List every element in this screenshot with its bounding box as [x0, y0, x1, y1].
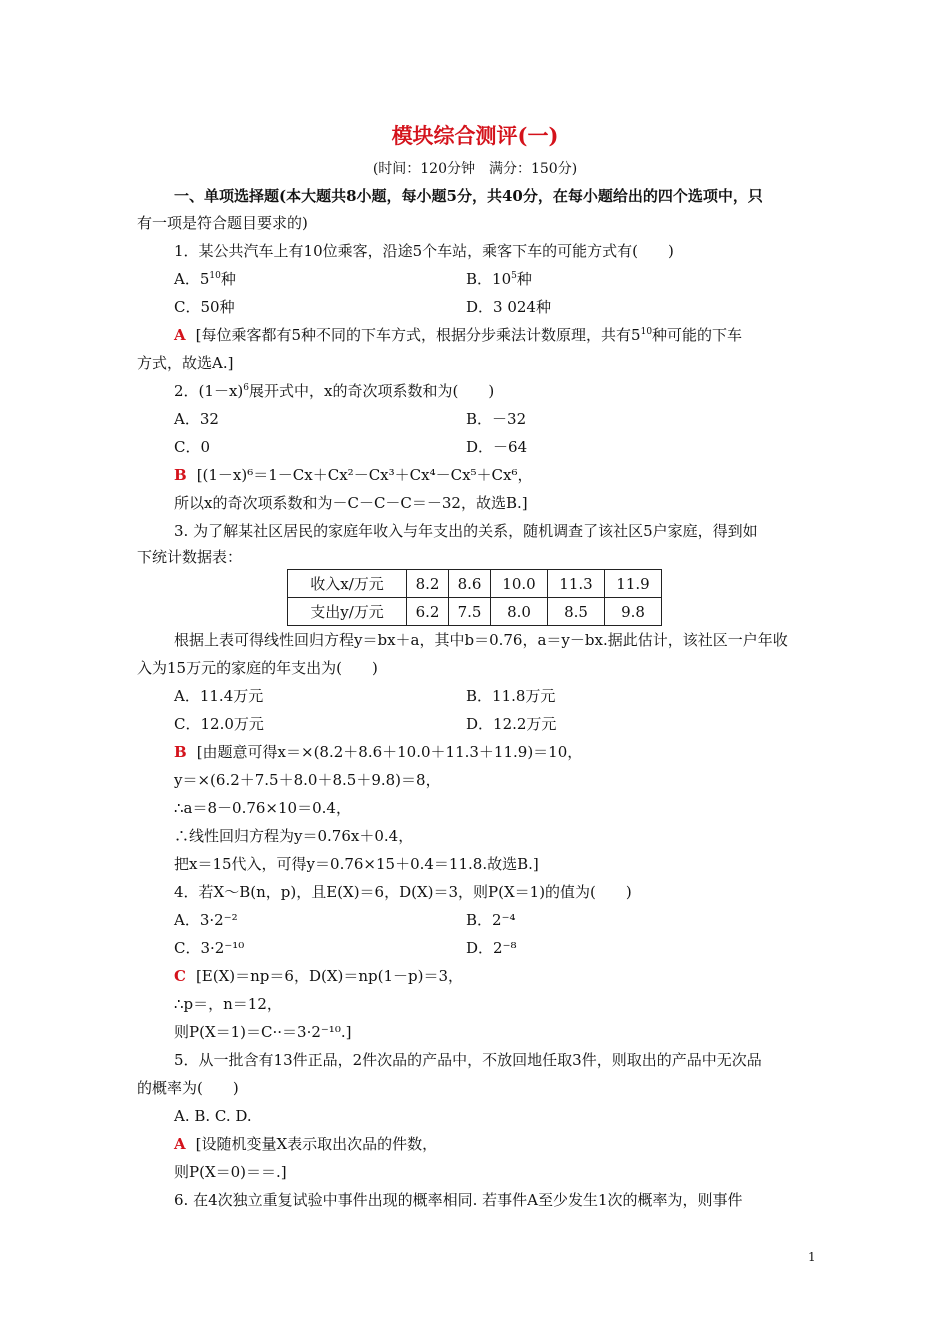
question-2-option-c: C．0	[174, 438, 211, 456]
table-cell: 6.2	[407, 598, 449, 626]
question-3-solution-4: ∴线性回归方程为y＝0.76x＋0.4，	[174, 827, 414, 845]
page-title: 模块综合测评(一)	[391, 123, 559, 148]
question-3-option-d: D．12.2万元	[466, 715, 557, 733]
question-1-stem: 1．某公共汽车上有10位乘客，沿途5个车站，乘客下车的可能方式有( )	[174, 242, 674, 260]
section-heading-cont: 有一项是符合题目要求的)	[137, 214, 308, 232]
question-5-solution	[174, 1134, 437, 1154]
question-2-stem	[174, 381, 494, 404]
data-table	[287, 569, 662, 626]
question-2-solution-cont: 所以x的奇次项系数和为－C－C－C＝－32，故选B.]	[174, 494, 528, 512]
question-2-option-a: A．32	[174, 410, 219, 428]
question-1-option-d: D．3 024种	[466, 298, 551, 316]
option-b-base: B．10	[466, 270, 512, 288]
option-b-tail: 种	[516, 270, 532, 288]
page-number: 1	[808, 1250, 816, 1264]
solution-text: [(1－x)⁶＝1－Cx＋Cx²－Cx³＋Cx⁴－Cx⁵＋Cx⁶，	[196, 466, 533, 484]
question-4-solution-2: ∴p＝，n＝12，	[174, 995, 282, 1013]
question-4-option-a: A．3·2⁻²	[174, 911, 238, 929]
solution-text: [E(X)＝np＝6，D(X)＝np(1－p)＝3，	[195, 967, 464, 985]
question-5-solution-2: 则P(X＝0)＝＝.]	[174, 1163, 287, 1181]
question-5-stem-cont: 的概率为( )	[137, 1079, 239, 1097]
table-row	[288, 570, 662, 598]
question-3-stem-2: 根据上表可得线性回归方程y＝bx＋a，其中b＝0.76，a＝y－bx.据此估计，该社区一户年收	[174, 631, 788, 649]
question-2-option-b: B．－32	[466, 410, 527, 428]
question-4-solution-3: 则P(X＝1)＝C··＝3·2⁻¹⁰.]	[174, 1023, 352, 1041]
table-cell: 11.9	[605, 570, 662, 598]
solution-text: [每位乘客都有5种不同的下车方式，根据分步乘法计数原理，共有5	[195, 326, 641, 344]
question-3-option-a: A．11.4万元	[174, 687, 264, 705]
question-2-solution	[174, 465, 533, 485]
stem-exponent: 6	[243, 383, 249, 393]
question-3-stem: 3. 为了解某社区居民的家庭年收入与年支出的关系，随机调查了该社区5户家庭，得到如	[174, 522, 758, 540]
solution-text: [设随机变量X表示取出次品的件数，	[195, 1135, 438, 1153]
table-cell: 9.8	[605, 598, 662, 626]
question-6-stem: 6. 在4次独立重复试验中事件出现的概率相同. 若事件A至少发生1次的概率为，则事件	[174, 1191, 743, 1209]
option-b-exponent: 5	[511, 271, 517, 281]
table-cell: 8.6	[449, 570, 491, 598]
table-cell: 7.5	[449, 598, 491, 626]
page-subtitle: (时间：120分钟 满分：150分)	[372, 161, 578, 177]
solution-text: [由题意可得x＝×(8.2＋8.6＋10.0＋11.3＋11.9)＝10，	[196, 743, 583, 761]
table-cell: 8.0	[491, 598, 548, 626]
table-cell: 8.5	[548, 598, 605, 626]
answer-letter: B	[174, 743, 187, 761]
table-cell: 8.2	[407, 570, 449, 598]
question-1-option-b	[466, 269, 532, 292]
answer-letter: A	[174, 1135, 186, 1153]
answer-letter: B	[174, 466, 187, 484]
question-5-options: A. B. C. D.	[174, 1107, 252, 1125]
table-cell: 收入x/万元	[288, 570, 407, 598]
answer-letter: A	[174, 326, 186, 344]
option-a-tail: 种	[220, 270, 236, 288]
question-1-option-c: C．50种	[174, 298, 235, 316]
answer-letter: C	[174, 967, 186, 985]
table-row	[288, 598, 662, 626]
solution-exponent: 10	[640, 327, 653, 337]
question-3-solution	[174, 742, 582, 762]
section-heading-text: 一、单项选择题(本大题共8小题，每小题5分，共40分，在每小题给出的四个选项中，只	[174, 187, 763, 205]
question-1-solution	[174, 325, 742, 348]
question-3-solution-5: 把x＝15代入，可得y＝0.76×15＋0.4＝11.8.故选B.]	[174, 855, 539, 873]
question-4-option-b: B．2⁻⁴	[466, 911, 516, 929]
table-cell: 支出y/万元	[288, 598, 407, 626]
question-3-solution-2: y＝×(6.2＋7.5＋8.0＋8.5＋9.8)＝8，	[174, 771, 441, 789]
question-3-stem-3: 入为15万元的家庭的年支出为( )	[137, 659, 378, 677]
question-1-solution-cont: 方式，故选A.]	[137, 354, 234, 372]
question-4-option-c: C．3·2⁻¹⁰	[174, 939, 245, 957]
question-3-option-b: B．11.8万元	[466, 687, 556, 705]
section-heading	[174, 186, 763, 206]
table-cell: 10.0	[491, 570, 548, 598]
question-1-option-a	[174, 269, 236, 292]
stem-text: 2．(1－x)	[174, 382, 244, 400]
question-3-solution-3: ∴a＝8－0.76×10＝0.4，	[174, 799, 351, 817]
question-2-option-d: D．－64	[466, 438, 528, 456]
question-3-option-c: C．12.0万元	[174, 715, 264, 733]
question-4-option-d: D．2⁻⁸	[466, 939, 517, 957]
question-4-solution	[174, 966, 463, 986]
solution-text-tail: 种可能的下车	[652, 326, 743, 344]
question-3-stem-cont: 下统计数据表：	[137, 548, 243, 566]
question-5-stem: 5．从一批含有13件正品，2件次品的产品中，不放回地任取3件，则取出的产品中无次品	[174, 1051, 762, 1069]
question-4-stem: 4．若X～B(n，p)，且E(X)＝6，D(X)＝3，则P(X＝1)的值为( )	[174, 883, 632, 901]
table-cell: 11.3	[548, 570, 605, 598]
option-a-exponent: 10	[209, 271, 221, 281]
option-a-base: A．5	[174, 270, 210, 288]
stem-text-tail: 展开式中，x的奇次项系数和为( )	[249, 382, 495, 400]
